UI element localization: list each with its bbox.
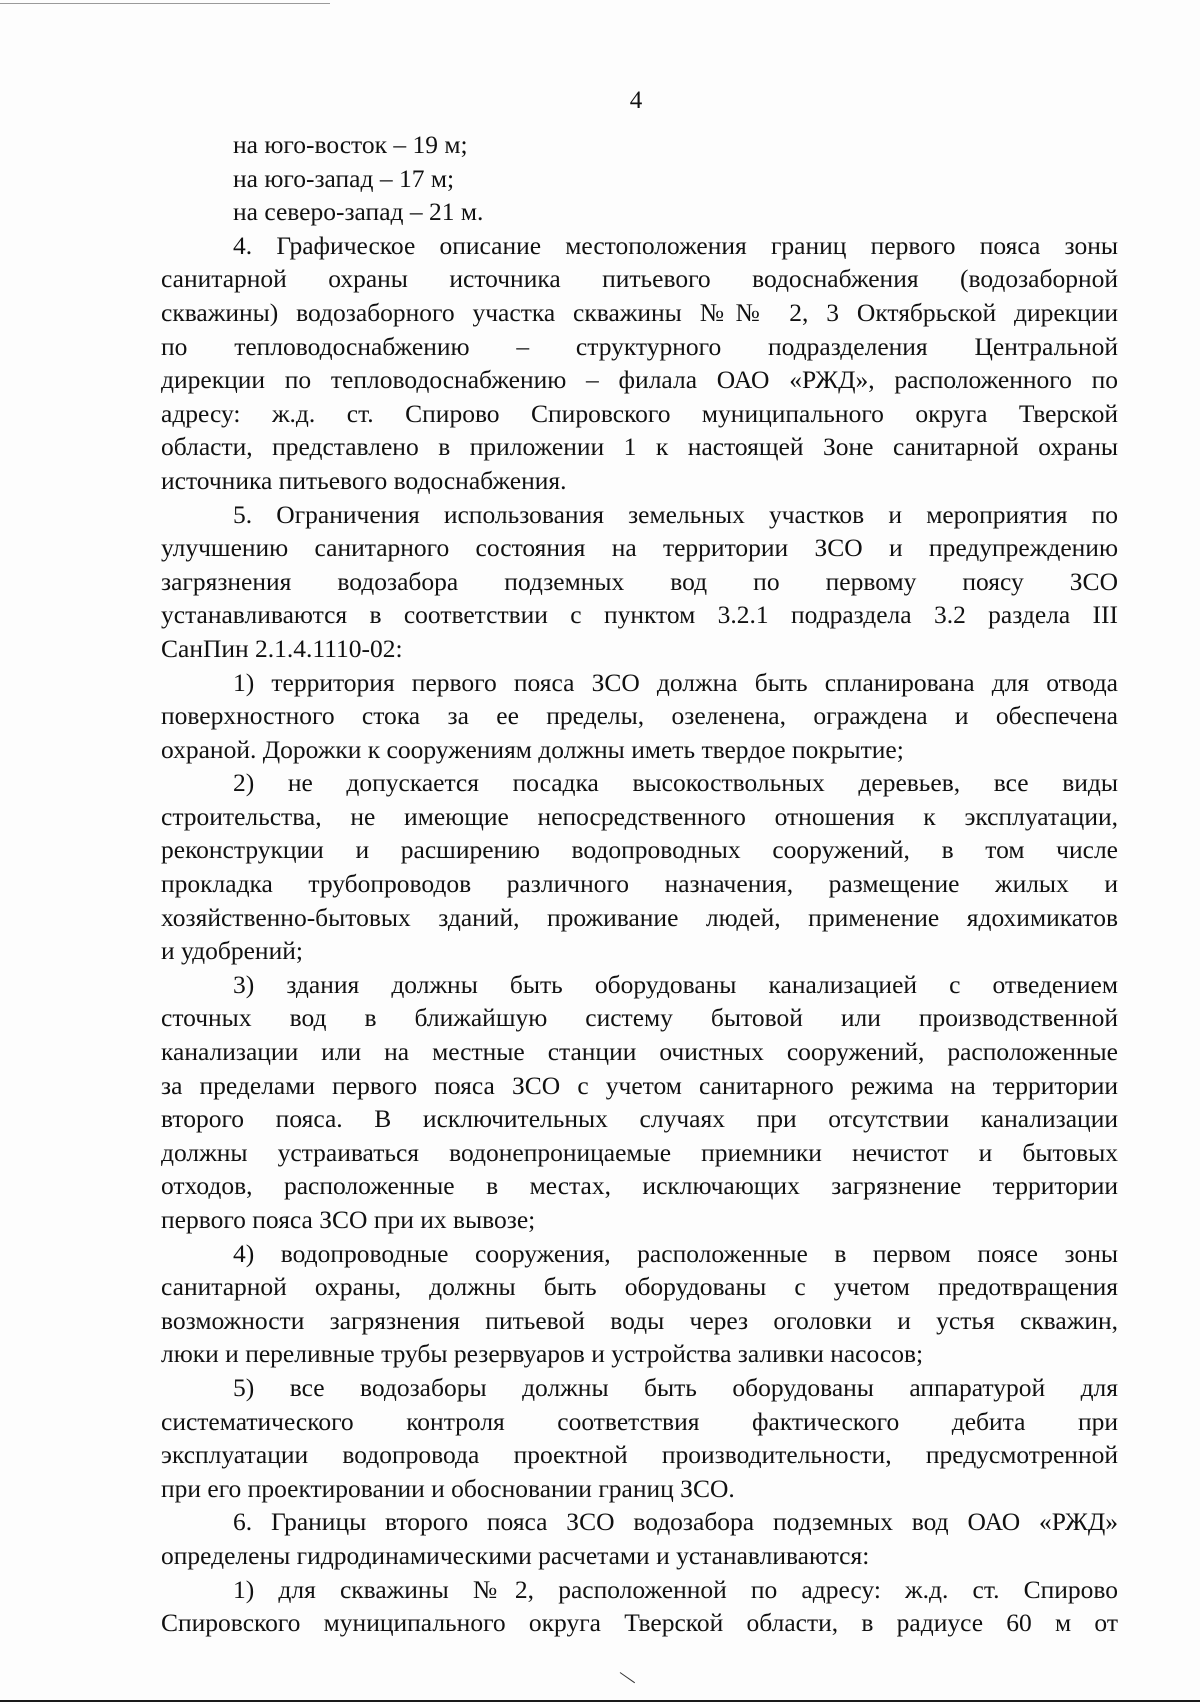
text-line: определены гидродинамическими расчетами и устанавливаются: [161,1540,870,1570]
text-line: второго пояса. В исключительных случаях при отсутствии канализации [161,1104,1118,1134]
text-line: по тепловодоснабжению – структурного подразделения Центральной [161,331,1118,361]
page-number: 4 [629,87,643,114]
text-line: СанПин 2.1.4.1110-02: [161,633,403,663]
text-line: на северо-запад – 21 м. [233,197,484,227]
text-line: источника питьевого водоснабжения. [161,465,567,495]
text-line: Спировского муниципального округа Тверской области, в радиусе 60 м от [161,1608,1118,1638]
text-line: хозяйственно-бытовых зданий, проживание людей, применение ядохимикатов [161,902,1118,932]
text-line: за пределами первого пояса ЗСО с учетом санитарного режима на территории [161,1070,1118,1100]
text-line: 1) для скважины №2, расположенной по адресу: ж.д. ст. Спирово [233,1574,1118,1604]
text-line: должны устраиваться водонепроницаемые приемники нечистот и бытовых [161,1137,1118,1167]
text-line: на юго-запад – 17 м; [233,163,455,193]
text-line: загрязнения водозабора подземных вод по первому поясу ЗСО [161,566,1118,596]
text-line: 4. Графическое описание местоположения границ первого пояса зоны [233,230,1118,260]
text-line: 2) не допускается посадка высокоствольных деревьев, все виды [233,768,1118,798]
text-line: систематического контроля соответствия фактического дебита при [161,1406,1118,1436]
text-line: поверхностного стока за ее пределы, озеленена, ограждена и обеспечена [161,701,1118,731]
text-line: санитарной охраны, должны быть оборудованы с учетом предотвращения [161,1272,1118,1302]
text-line: при его проектировании и обосновании границ ЗСО. [161,1473,735,1503]
scan-edge-line-bottom [0,1700,1200,1702]
text-line: скважины) водозаборного участка скважины №№ 2, 3 Октябрьской дирекции [161,297,1118,327]
text-line: реконструкции и расширению водопроводных сооружений, в том числе [161,835,1118,865]
text-line: возможности загрязнения питьевой воды через оголовки и устья скважин, [161,1305,1118,1335]
text-line: прокладка трубопроводов различного назначения, размещение жилых и [161,869,1118,899]
text-line: 6. Границы второго пояса ЗСО водозабора подземных вод ОАО «РЖД» [233,1507,1118,1537]
text-line: 3) здания должны быть оборудованы канализацией с отведением [233,969,1118,999]
text-line: 5. Ограничения использования земельных участков и мероприятия по [233,499,1118,529]
text-line: дирекции по тепловодоснабжению – филала ОАО «РЖД», расположенного по [161,365,1118,395]
text-line: отходов, расположенные в местах, исключающих загрязнение территории [161,1171,1118,1201]
text-line: люки и переливные трубы резервуаров и устройства заливки насосов; [161,1339,924,1369]
text-line: 1) территория первого пояса ЗСО должна быть спланирована для отвода [233,667,1118,697]
text-line: 4) водопроводные сооружения, расположенные в первом поясе зоны [233,1238,1118,1268]
text-line: первого пояса ЗСО при их вывозе; [161,1205,536,1234]
text-line: улучшению санитарного состояния на территории ЗСО и предупреждению [161,533,1118,563]
scan-mark [620,1672,635,1683]
text-line: эксплуатации водопровода проектной производительности, предусмотренной [161,1440,1118,1470]
text-line: на юго-восток – 19 м; [233,130,468,159]
text-line: устанавливаются в соответствии с пунктом 3.2.1 подраздела 3.2 раздела III [161,600,1118,630]
text-line: санитарной охраны источника питьевого водоснабжения (водозаборной [161,264,1118,294]
text-line: охраной. Дорожки к сооружениям должны иметь твердое покрытие; [161,734,904,764]
text-line: 5) все водозаборы должны быть оборудованы аппаратурой для [233,1372,1118,1402]
text-line: адресу: ж.д. ст. Спирово Спировского муниципального округа Тверской [161,398,1118,428]
text-line: канализации или на местные станции очистных сооружений, расположенные [161,1037,1118,1067]
text-line: строительства, не имеющие непосредственного отношения к эксплуатации, [161,801,1118,831]
text-line: области, представлено в приложении 1 к настоящей Зоне санитарной охраны [161,432,1118,462]
scan-edge-line [0,3,330,4]
document-body [161,128,1118,1640]
text-line: сточных вод в ближайшую систему бытовой или производственной [161,1003,1118,1033]
text-line: и удобрений; [161,936,303,966]
